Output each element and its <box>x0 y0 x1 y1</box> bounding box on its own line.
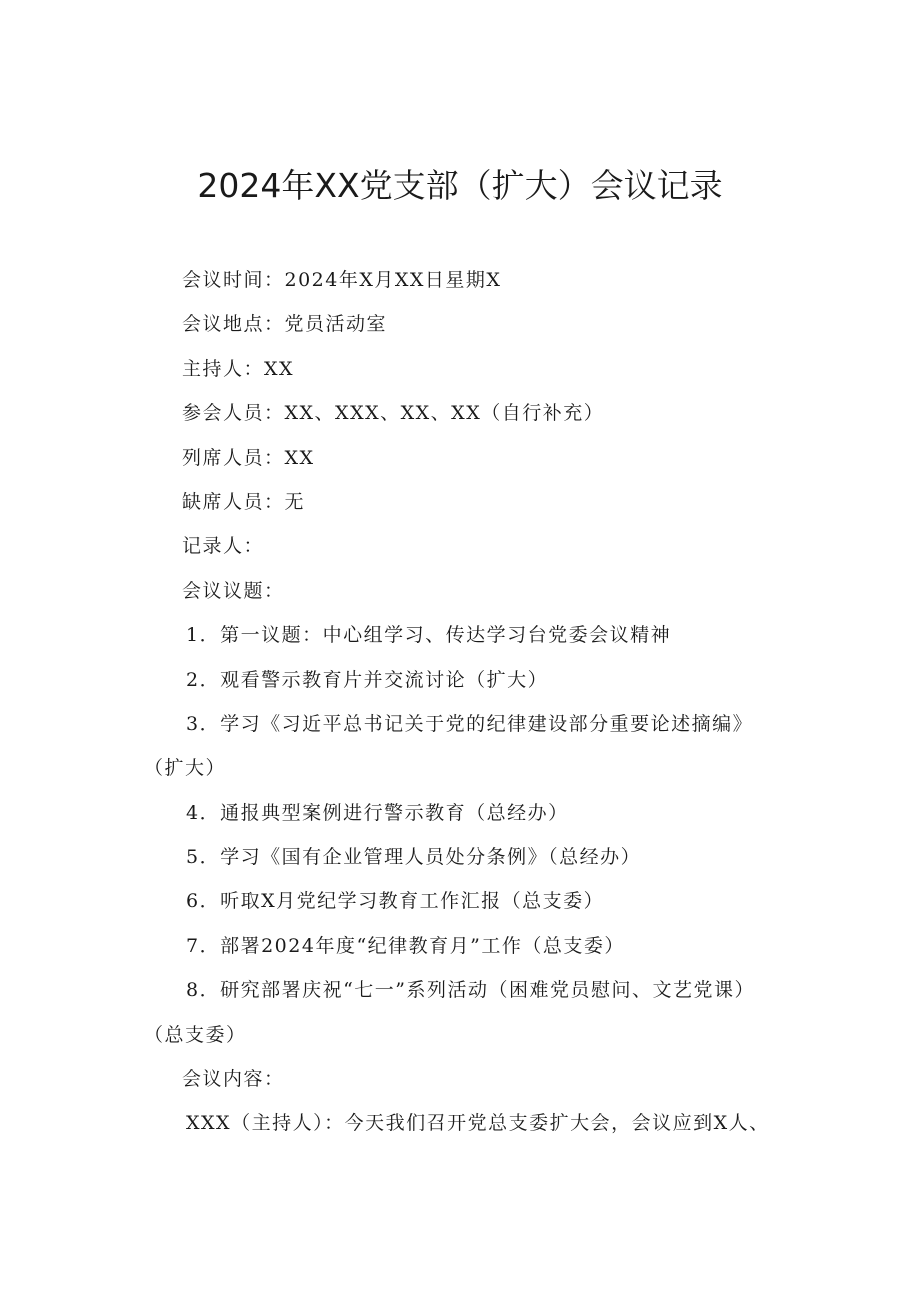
content-paragraph: XXX（主持人）：今天我们召开党总支委扩大会，会议应到X人、 <box>186 1112 770 1135</box>
agenda-item: 2．观看警示教育片并交流讨论（扩大） <box>186 668 549 691</box>
meeting-attendees: 参会人员：XX、XXX、XX、XX（自行补充） <box>182 402 605 425</box>
meeting-host: 主持人：XX <box>182 357 295 380</box>
agenda-item-continuation: （扩大） <box>144 757 227 780</box>
meeting-absentees: 缺席人员：无 <box>182 490 306 513</box>
agenda-item-continuation: （总支委） <box>144 1023 247 1046</box>
meeting-location: 会议地点：党员活动室 <box>182 313 388 336</box>
agenda-item: 3．学习《习近平总书记关于党的纪律建设部分重要论述摘编》 <box>186 712 754 735</box>
agenda-item: 6．听取X月党纪学习教育工作汇报（总支委） <box>186 890 605 913</box>
document-body <box>140 258 800 1146</box>
agenda-item: 1．第一议题：中心组学习、传达学习台党委会议精神 <box>186 624 672 647</box>
document-title: 2024年XX党支部（扩大）会议记录 <box>197 166 723 205</box>
meeting-observers: 列席人员：XX <box>182 446 315 469</box>
agenda-item: 7．部署2024年度“纪律教育月”工作（总支委） <box>186 934 625 957</box>
meeting-time: 会议时间：2024年X月XX日星期X <box>182 269 502 291</box>
agenda-heading: 会议议题： <box>182 579 285 602</box>
agenda-item: 4．通报典型案例进行警示教育（总经办） <box>186 801 569 824</box>
meeting-recorder: 记录人： <box>182 535 265 558</box>
agenda-item: 5．学习《国有企业管理人员处分条例》（总经办） <box>186 846 642 869</box>
content-heading: 会议内容： <box>182 1068 285 1091</box>
agenda-item: 8．研究部署庆祝“七一”系列活动（困难党员慰问、文艺党课） <box>186 979 756 1002</box>
